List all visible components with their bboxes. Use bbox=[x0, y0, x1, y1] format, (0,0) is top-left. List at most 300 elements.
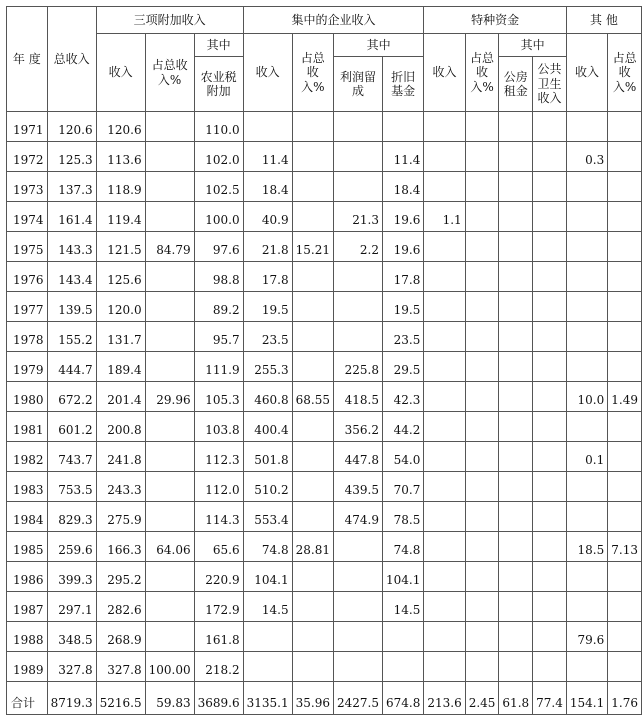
table-row bbox=[7, 652, 642, 682]
value-cell bbox=[566, 652, 607, 682]
value-cell: 1.1 bbox=[424, 202, 465, 232]
header-g1-of-which: 其中 bbox=[194, 34, 243, 57]
value-cell bbox=[382, 652, 423, 682]
value-cell: 143.3 bbox=[47, 232, 96, 262]
value-cell bbox=[333, 622, 382, 652]
value-cell bbox=[145, 622, 194, 652]
value-cell bbox=[566, 322, 607, 352]
value-cell: 113.6 bbox=[96, 142, 145, 172]
value-cell: 275.9 bbox=[96, 502, 145, 532]
year-cell: 1989 bbox=[7, 652, 48, 682]
value-cell bbox=[145, 142, 194, 172]
value-cell bbox=[424, 622, 465, 652]
value-cell: 161.4 bbox=[47, 202, 96, 232]
value-cell bbox=[292, 412, 333, 442]
value-cell: 104.1 bbox=[243, 562, 292, 592]
value-cell bbox=[382, 622, 423, 652]
value-cell bbox=[424, 592, 465, 622]
header-g2-share: 占总收入% bbox=[292, 34, 333, 112]
value-cell: 510.2 bbox=[243, 472, 292, 502]
value-cell: 79.6 bbox=[566, 622, 607, 652]
value-cell: 102.0 bbox=[194, 142, 243, 172]
total-value-cell: 3135.1 bbox=[243, 682, 292, 715]
value-cell bbox=[465, 652, 499, 682]
value-cell bbox=[424, 232, 465, 262]
value-cell: 11.4 bbox=[382, 142, 423, 172]
value-cell bbox=[424, 172, 465, 202]
value-cell: 439.5 bbox=[333, 472, 382, 502]
value-cell: 166.3 bbox=[96, 532, 145, 562]
total-value-cell: 674.8 bbox=[382, 682, 423, 715]
value-cell bbox=[533, 532, 567, 562]
table-row bbox=[7, 202, 642, 232]
value-cell: 218.2 bbox=[194, 652, 243, 682]
value-cell: 65.6 bbox=[194, 532, 243, 562]
total-value-cell: 213.6 bbox=[424, 682, 465, 715]
value-cell: 21.3 bbox=[333, 202, 382, 232]
value-cell bbox=[465, 202, 499, 232]
total-value-cell: 154.1 bbox=[566, 682, 607, 715]
value-cell: 14.5 bbox=[382, 592, 423, 622]
value-cell bbox=[424, 322, 465, 352]
value-cell: 474.9 bbox=[333, 502, 382, 532]
year-cell: 1972 bbox=[7, 142, 48, 172]
value-cell: 78.5 bbox=[382, 502, 423, 532]
value-cell bbox=[292, 442, 333, 472]
value-cell: 17.8 bbox=[382, 262, 423, 292]
total-value-cell: 35.96 bbox=[292, 682, 333, 715]
value-cell: 105.3 bbox=[194, 382, 243, 412]
value-cell: 120.0 bbox=[96, 292, 145, 322]
value-cell bbox=[608, 412, 642, 442]
value-cell bbox=[608, 472, 642, 502]
year-cell: 1985 bbox=[7, 532, 48, 562]
value-cell bbox=[292, 652, 333, 682]
value-cell bbox=[333, 262, 382, 292]
value-cell: 98.8 bbox=[194, 262, 243, 292]
value-cell bbox=[533, 472, 567, 502]
header-profit-retention: 利润留成 bbox=[333, 57, 382, 112]
value-cell: 104.1 bbox=[382, 562, 423, 592]
value-cell: 139.5 bbox=[47, 292, 96, 322]
value-cell bbox=[566, 262, 607, 292]
value-cell: 23.5 bbox=[382, 322, 423, 352]
value-cell bbox=[608, 622, 642, 652]
value-cell bbox=[566, 592, 607, 622]
value-cell bbox=[566, 292, 607, 322]
value-cell: 447.8 bbox=[333, 442, 382, 472]
value-cell bbox=[608, 262, 642, 292]
header-total-income: 总收入 bbox=[47, 7, 96, 112]
value-cell bbox=[424, 382, 465, 412]
value-cell bbox=[499, 592, 533, 622]
year-cell: 1986 bbox=[7, 562, 48, 592]
value-cell bbox=[292, 262, 333, 292]
value-cell bbox=[566, 172, 607, 202]
value-cell bbox=[499, 292, 533, 322]
year-cell: 1975 bbox=[7, 232, 48, 262]
value-cell: 64.06 bbox=[145, 532, 194, 562]
value-cell bbox=[533, 142, 567, 172]
value-cell bbox=[465, 352, 499, 382]
value-cell bbox=[243, 112, 292, 142]
value-cell: 84.79 bbox=[145, 232, 194, 262]
value-cell bbox=[499, 622, 533, 652]
year-cell: 1980 bbox=[7, 382, 48, 412]
value-cell: 255.3 bbox=[243, 352, 292, 382]
value-cell bbox=[465, 442, 499, 472]
value-cell: 131.7 bbox=[96, 322, 145, 352]
table-row bbox=[7, 502, 642, 532]
value-cell bbox=[424, 532, 465, 562]
total-value-cell: 2427.5 bbox=[333, 682, 382, 715]
header-g4-share: 占总收入% bbox=[608, 34, 642, 112]
value-cell: 125.6 bbox=[96, 262, 145, 292]
header-g3-share: 占总收入% bbox=[465, 34, 499, 112]
header-g1-share: 占总收入% bbox=[145, 34, 194, 112]
value-cell: 0.1 bbox=[566, 442, 607, 472]
statistics-table-container bbox=[6, 6, 642, 715]
value-cell bbox=[608, 232, 642, 262]
value-cell: 23.5 bbox=[243, 322, 292, 352]
value-cell: 1.49 bbox=[608, 382, 642, 412]
value-cell bbox=[499, 172, 533, 202]
value-cell bbox=[292, 592, 333, 622]
value-cell bbox=[608, 442, 642, 472]
header-g2-of-which: 其中 bbox=[333, 34, 423, 57]
value-cell bbox=[533, 502, 567, 532]
value-cell: 103.8 bbox=[194, 412, 243, 442]
value-cell bbox=[333, 142, 382, 172]
value-cell: 102.5 bbox=[194, 172, 243, 202]
value-cell: 120.6 bbox=[96, 112, 145, 142]
value-cell: 68.55 bbox=[292, 382, 333, 412]
value-cell bbox=[292, 502, 333, 532]
value-cell bbox=[608, 172, 642, 202]
value-cell bbox=[465, 322, 499, 352]
value-cell: 220.9 bbox=[194, 562, 243, 592]
value-cell: 400.4 bbox=[243, 412, 292, 442]
value-cell: 201.4 bbox=[96, 382, 145, 412]
header-depreciation-fund: 折旧基金 bbox=[382, 57, 423, 112]
value-cell: 112.0 bbox=[194, 472, 243, 502]
table-header bbox=[7, 7, 642, 112]
value-cell bbox=[333, 592, 382, 622]
value-cell bbox=[533, 592, 567, 622]
year-cell: 1988 bbox=[7, 622, 48, 652]
value-cell bbox=[465, 502, 499, 532]
value-cell bbox=[145, 592, 194, 622]
value-cell: 29.5 bbox=[382, 352, 423, 382]
year-cell: 1981 bbox=[7, 412, 48, 442]
value-cell bbox=[145, 502, 194, 532]
table-row bbox=[7, 112, 642, 142]
value-cell bbox=[292, 622, 333, 652]
table-row bbox=[7, 262, 642, 292]
value-cell bbox=[424, 472, 465, 502]
table-row bbox=[7, 352, 642, 382]
value-cell bbox=[608, 592, 642, 622]
value-cell: 155.2 bbox=[47, 322, 96, 352]
value-cell bbox=[424, 292, 465, 322]
value-cell bbox=[608, 322, 642, 352]
total-label: 合计 bbox=[7, 682, 48, 715]
value-cell bbox=[533, 172, 567, 202]
header-g3-income: 收入 bbox=[424, 34, 465, 112]
value-cell: 19.6 bbox=[382, 202, 423, 232]
value-cell bbox=[566, 232, 607, 262]
table-row bbox=[7, 592, 642, 622]
value-cell: 268.9 bbox=[96, 622, 145, 652]
header-agri-tax-surcharge: 农业税附加 bbox=[194, 57, 243, 112]
value-cell: 243.3 bbox=[96, 472, 145, 502]
value-cell bbox=[499, 232, 533, 262]
value-cell: 19.5 bbox=[382, 292, 423, 322]
value-cell: 460.8 bbox=[243, 382, 292, 412]
value-cell: 259.6 bbox=[47, 532, 96, 562]
value-cell bbox=[566, 502, 607, 532]
value-cell bbox=[145, 472, 194, 502]
value-cell: 399.3 bbox=[47, 562, 96, 592]
total-value-cell: 2.45 bbox=[465, 682, 499, 715]
value-cell bbox=[465, 622, 499, 652]
value-cell bbox=[243, 622, 292, 652]
year-cell: 1982 bbox=[7, 442, 48, 472]
value-cell bbox=[566, 472, 607, 502]
value-cell bbox=[465, 172, 499, 202]
value-cell bbox=[333, 172, 382, 202]
value-cell bbox=[292, 172, 333, 202]
value-cell bbox=[533, 652, 567, 682]
value-cell bbox=[292, 322, 333, 352]
value-cell: 553.4 bbox=[243, 502, 292, 532]
value-cell: 743.7 bbox=[47, 442, 96, 472]
value-cell bbox=[292, 562, 333, 592]
value-cell: 28.81 bbox=[292, 532, 333, 562]
value-cell bbox=[424, 142, 465, 172]
table-row bbox=[7, 532, 642, 562]
total-value-cell: 5216.5 bbox=[96, 682, 145, 715]
year-cell: 1978 bbox=[7, 322, 48, 352]
table-row bbox=[7, 412, 642, 442]
year-cell: 1979 bbox=[7, 352, 48, 382]
value-cell bbox=[533, 622, 567, 652]
value-cell: 17.8 bbox=[243, 262, 292, 292]
value-cell bbox=[424, 352, 465, 382]
value-cell bbox=[145, 112, 194, 142]
value-cell: 225.8 bbox=[333, 352, 382, 382]
value-cell bbox=[499, 322, 533, 352]
value-cell: 97.6 bbox=[194, 232, 243, 262]
value-cell bbox=[424, 262, 465, 292]
value-cell: 297.1 bbox=[47, 592, 96, 622]
value-cell: 70.7 bbox=[382, 472, 423, 502]
header-g3-of-which: 其中 bbox=[499, 34, 566, 57]
value-cell: 95.7 bbox=[194, 322, 243, 352]
value-cell: 119.4 bbox=[96, 202, 145, 232]
value-cell: 601.2 bbox=[47, 412, 96, 442]
value-cell bbox=[424, 112, 465, 142]
total-value-cell: 3689.6 bbox=[194, 682, 243, 715]
value-cell: 110.0 bbox=[194, 112, 243, 142]
value-cell bbox=[608, 112, 642, 142]
year-cell: 1984 bbox=[7, 502, 48, 532]
value-cell: 189.4 bbox=[96, 352, 145, 382]
value-cell bbox=[566, 412, 607, 442]
value-cell bbox=[566, 562, 607, 592]
header-g4-income: 收入 bbox=[566, 34, 607, 112]
table-row bbox=[7, 172, 642, 202]
value-cell bbox=[566, 112, 607, 142]
value-cell bbox=[608, 652, 642, 682]
year-cell: 1974 bbox=[7, 202, 48, 232]
value-cell bbox=[465, 532, 499, 562]
total-value-cell: 1.76 bbox=[608, 682, 642, 715]
year-cell: 1973 bbox=[7, 172, 48, 202]
total-value-cell: 8719.3 bbox=[47, 682, 96, 715]
table-row bbox=[7, 232, 642, 262]
value-cell bbox=[333, 292, 382, 322]
value-cell bbox=[533, 352, 567, 382]
value-cell bbox=[608, 562, 642, 592]
value-cell: 753.5 bbox=[47, 472, 96, 502]
table-row bbox=[7, 142, 642, 172]
header-other: 其 他 bbox=[566, 7, 641, 34]
value-cell bbox=[292, 202, 333, 232]
value-cell bbox=[499, 412, 533, 442]
value-cell: 11.4 bbox=[243, 142, 292, 172]
value-cell bbox=[465, 112, 499, 142]
year-cell: 1976 bbox=[7, 262, 48, 292]
value-cell bbox=[465, 232, 499, 262]
value-cell: 7.13 bbox=[608, 532, 642, 562]
value-cell bbox=[499, 112, 533, 142]
value-cell bbox=[424, 562, 465, 592]
value-cell: 501.8 bbox=[243, 442, 292, 472]
value-cell bbox=[333, 562, 382, 592]
value-cell bbox=[465, 262, 499, 292]
total-value-cell: 61.8 bbox=[499, 682, 533, 715]
value-cell bbox=[465, 562, 499, 592]
value-cell: 120.6 bbox=[47, 112, 96, 142]
value-cell bbox=[533, 322, 567, 352]
value-cell bbox=[566, 202, 607, 232]
value-cell bbox=[145, 322, 194, 352]
value-cell: 118.9 bbox=[96, 172, 145, 202]
value-cell: 114.3 bbox=[194, 502, 243, 532]
value-cell bbox=[499, 652, 533, 682]
value-cell bbox=[465, 472, 499, 502]
table-row bbox=[7, 472, 642, 502]
value-cell bbox=[499, 442, 533, 472]
value-cell bbox=[145, 412, 194, 442]
value-cell bbox=[608, 502, 642, 532]
table-row bbox=[7, 442, 642, 472]
value-cell: 327.8 bbox=[47, 652, 96, 682]
value-cell bbox=[608, 142, 642, 172]
value-cell: 18.4 bbox=[243, 172, 292, 202]
table-row bbox=[7, 622, 642, 652]
value-cell bbox=[145, 292, 194, 322]
value-cell: 21.8 bbox=[243, 232, 292, 262]
value-cell: 10.0 bbox=[566, 382, 607, 412]
total-value-cell: 77.4 bbox=[533, 682, 567, 715]
value-cell bbox=[145, 352, 194, 382]
value-cell bbox=[608, 352, 642, 382]
value-cell bbox=[243, 652, 292, 682]
value-cell bbox=[533, 112, 567, 142]
value-cell: 14.5 bbox=[243, 592, 292, 622]
value-cell bbox=[608, 292, 642, 322]
value-cell: 29.96 bbox=[145, 382, 194, 412]
value-cell bbox=[292, 112, 333, 142]
value-cell bbox=[424, 652, 465, 682]
value-cell: 348.5 bbox=[47, 622, 96, 652]
total-value-cell: 59.83 bbox=[145, 682, 194, 715]
table-row bbox=[7, 292, 642, 322]
value-cell bbox=[465, 292, 499, 322]
value-cell: 15.21 bbox=[292, 232, 333, 262]
value-cell bbox=[465, 142, 499, 172]
value-cell: 125.3 bbox=[47, 142, 96, 172]
table-row bbox=[7, 382, 642, 412]
value-cell: 672.2 bbox=[47, 382, 96, 412]
value-cell: 44.2 bbox=[382, 412, 423, 442]
value-cell bbox=[533, 292, 567, 322]
value-cell bbox=[145, 262, 194, 292]
value-cell: 241.8 bbox=[96, 442, 145, 472]
value-cell bbox=[333, 652, 382, 682]
header-g2-income: 收入 bbox=[243, 34, 292, 112]
value-cell bbox=[333, 112, 382, 142]
value-cell bbox=[465, 592, 499, 622]
value-cell bbox=[292, 142, 333, 172]
year-cell: 1977 bbox=[7, 292, 48, 322]
value-cell: 172.9 bbox=[194, 592, 243, 622]
value-cell: 54.0 bbox=[382, 442, 423, 472]
value-cell bbox=[333, 322, 382, 352]
value-cell bbox=[465, 382, 499, 412]
value-cell: 295.2 bbox=[96, 562, 145, 592]
year-cell: 1971 bbox=[7, 112, 48, 142]
value-cell bbox=[145, 172, 194, 202]
value-cell bbox=[499, 562, 533, 592]
value-cell: 111.9 bbox=[194, 352, 243, 382]
value-cell bbox=[499, 202, 533, 232]
header-public-housing-rent: 公房租金 bbox=[499, 57, 533, 112]
value-cell bbox=[292, 472, 333, 502]
value-cell bbox=[499, 352, 533, 382]
value-cell: 89.2 bbox=[194, 292, 243, 322]
value-cell: 121.5 bbox=[96, 232, 145, 262]
value-cell bbox=[499, 142, 533, 172]
value-cell: 18.4 bbox=[382, 172, 423, 202]
value-cell bbox=[145, 202, 194, 232]
header-public-health-income: 公共卫生收入 bbox=[533, 57, 567, 112]
value-cell: 2.2 bbox=[333, 232, 382, 262]
table-body bbox=[7, 112, 642, 715]
value-cell: 200.8 bbox=[96, 412, 145, 442]
value-cell bbox=[566, 352, 607, 382]
year-cell: 1983 bbox=[7, 472, 48, 502]
value-cell: 18.5 bbox=[566, 532, 607, 562]
value-cell: 19.5 bbox=[243, 292, 292, 322]
value-cell bbox=[533, 442, 567, 472]
value-cell bbox=[465, 412, 499, 442]
value-cell bbox=[499, 262, 533, 292]
value-cell bbox=[424, 412, 465, 442]
value-cell bbox=[533, 232, 567, 262]
